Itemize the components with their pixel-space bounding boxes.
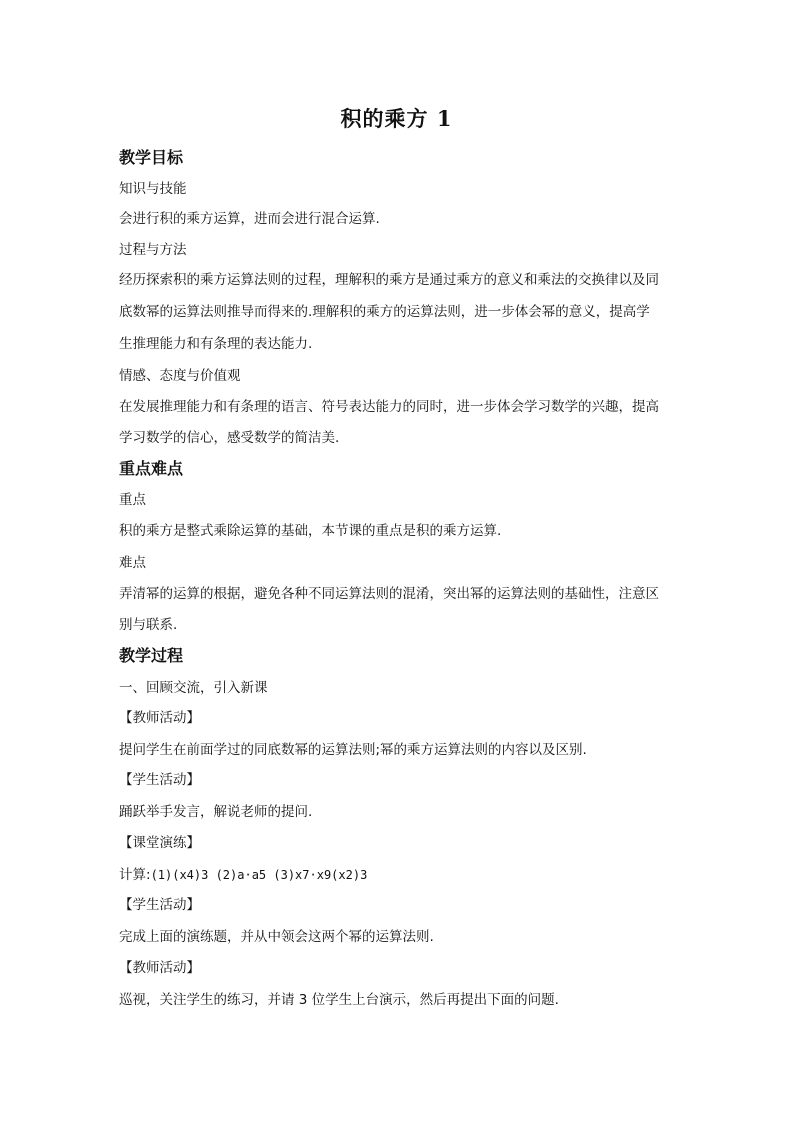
- practice-prefix: 计算:: [119, 867, 151, 883]
- paragraph-knowledge: 会进行积的乘方运算，进而会进行混合运算.: [119, 211, 380, 227]
- practice-expression: (1)(x4)3 (2)a·a5 (3)x7·x9(x2)3: [150, 868, 368, 882]
- subheading-difficult: 难点: [119, 555, 146, 571]
- activity-label-student: 【学生活动】: [119, 897, 200, 913]
- paragraph-student-activity: 完成上面的演练题，并从中领会这两个幂的运算法则.: [119, 929, 434, 945]
- section-heading-keypoints: 重点难点: [119, 459, 184, 478]
- paragraph-method-line: 生推理能力和有条理的表达能力.: [119, 336, 313, 352]
- section-heading-process: 教学过程: [119, 646, 184, 665]
- paragraph-attitude-line: 在发展推理能力和有条理的语言、符号表达能力的同时，进一步体会学习数学的兴趣，提高: [119, 399, 659, 415]
- paragraph-method-line: 经历探索积的乘方运算法则的过程，理解积的乘方是通过乘方的意义和乘法的交换律以及同: [119, 272, 659, 288]
- paragraph-difficult-line: 弄清幂的运算的根据，避免各种不同运算法则的混淆，突出幂的运算法则的基础性，注意区: [119, 586, 659, 602]
- practice-line: [119, 863, 679, 883]
- activity-label-student: 【学生活动】: [119, 772, 200, 788]
- paragraph-teacher-activity: 提问学生在前面学过的同底数幂的运算法则;幂的乘方运算法则的内容以及区别.: [119, 742, 587, 758]
- paragraph-teacher-activity: 巡视，关注学生的练习，并请 3 位学生上台演示，然后再提出下面的问题.: [119, 992, 559, 1008]
- process-step-heading: 一、回顾交流，引入新课: [119, 680, 268, 696]
- activity-label-teacher: 【教师活动】: [119, 960, 200, 976]
- subheading-knowledge: 知识与技能: [119, 181, 187, 197]
- subheading-key: 重点: [119, 492, 146, 508]
- paragraph-student-activity: 踊跃举手发言，解说老师的提问.: [119, 804, 313, 820]
- paragraph-attitude-line: 学习数学的信心，感受数学的简洁美.: [119, 430, 340, 446]
- subheading-attitude: 情感、态度与价值观: [119, 368, 241, 384]
- document-title: 积的乘方 1: [340, 106, 453, 131]
- paragraph-difficult-line: 别与联系.: [119, 617, 178, 633]
- paragraph-method-line: 底数幂的运算法则推导而得来的.理解积的乘方的运算法则，进一步体会幂的意义，提高学: [119, 304, 650, 320]
- activity-label-teacher: 【教师活动】: [119, 710, 200, 726]
- section-heading-goals: 教学目标: [119, 148, 184, 167]
- activity-label-practice: 【课堂演练】: [119, 835, 200, 851]
- subheading-method: 过程与方法: [119, 242, 187, 258]
- paragraph-key: 积的乘方是整式乘除运算的基础，本节课的重点是积的乘方运算.: [119, 523, 502, 539]
